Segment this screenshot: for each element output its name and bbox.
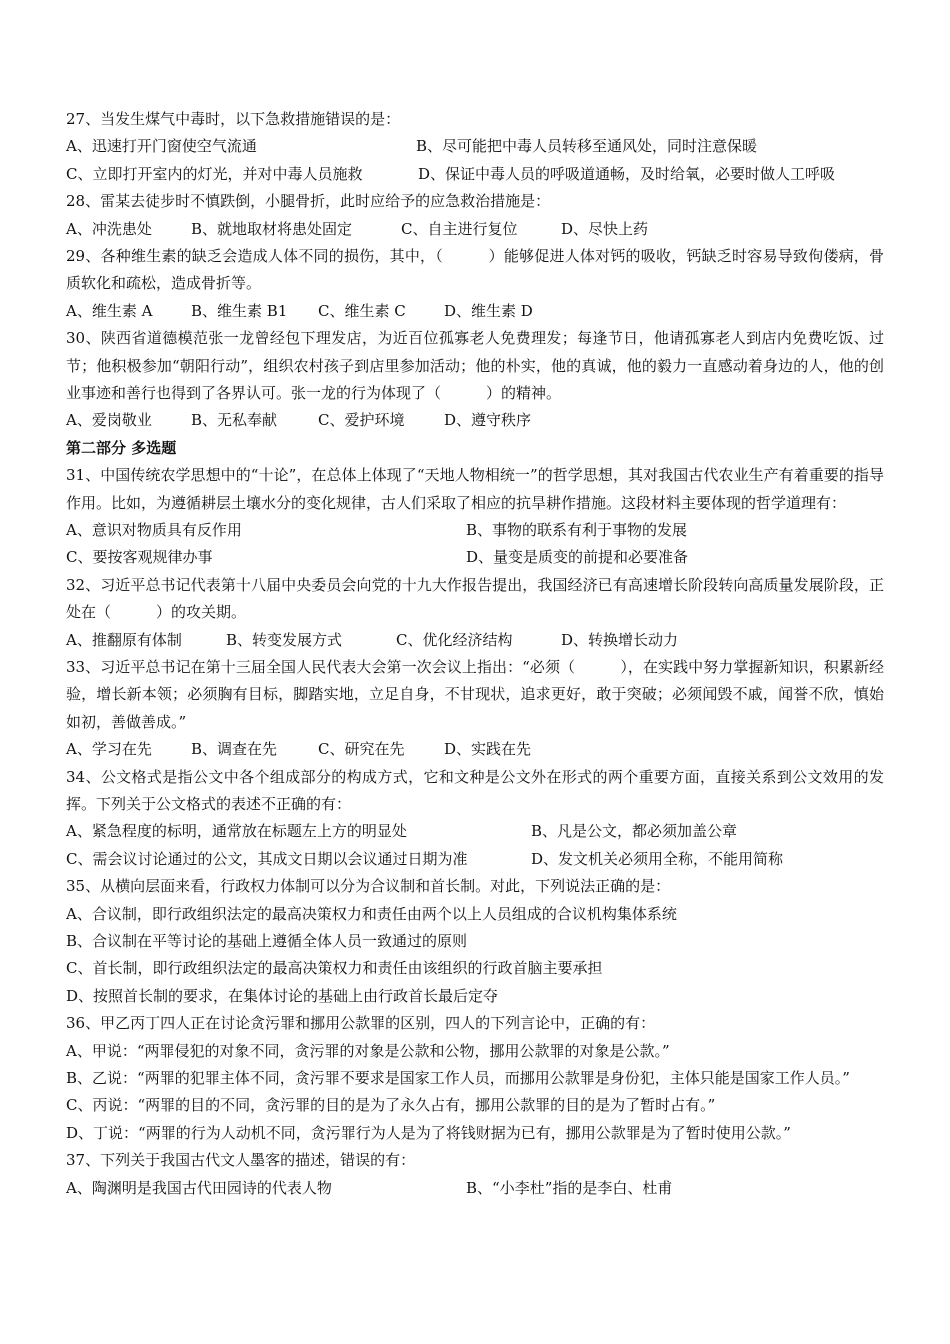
question-29-option-d: D、维生素 D <box>444 301 533 320</box>
question-36-option-b: B、乙说：“两罪的犯罪主体不同，贪污罪不要求是国家工作人员，而挪用公款罪是身份犯，主体只能是国家工作人员。” <box>66 1068 850 1087</box>
question-32-option-b: B、转变发展方式 <box>226 630 343 649</box>
question-36-option-d: D、丁说：“两罪的行为人动机不同，贪污罪行为人是为了将钱财据为已有，挪用公款罪是为了暂时使用公款。” <box>66 1123 791 1142</box>
question-32-option-d: D、转换增长动力 <box>561 630 679 649</box>
question-36-option-a: A、甲说：“两罪侵犯的对象不同，贪污罪的对象是公款和公物，挪用公款罪的对象是公款。” <box>66 1041 670 1060</box>
question-35-option-d: D、按照首长制的要求，在集体讨论的基础上由行政首长最后定夺 <box>66 986 499 1005</box>
question-36-option-c: C、丙说：“两罪的目的不同，贪污罪的目的是为了永久占有，挪用公款罪的目的是为了暂时占有。” <box>66 1096 716 1115</box>
question-27-option-a: A、迅速打开门窗使空气流通 <box>66 137 257 156</box>
question-31-options-row-1 <box>66 517 884 544</box>
question-30-option-c: C、爱护环境 <box>318 411 405 430</box>
question-27-option-c: C、立即打开室内的灯光，并对中毒人员施救 <box>66 164 363 183</box>
question-27-option-b: B、尽可能把中毒人员转移至通风处，同时注意保暖 <box>416 137 758 156</box>
question-33-stem: 33、习近平总书记在第十三届全国人民代表大会第一次会议上指出：“必须（ ），在实践中努力掌握新知识，积累新经验，增长新本领；必须胸有目标，脚踏实地，立足自身，不甘现状，追求更好，敢于突破；必须闻毁不戚，闻誉不欣，慎始如初，善做善成。” <box>66 657 884 731</box>
question-30-stem: 30、陕西省道德模范张一龙曾经包下理发店，为近百位孤寡老人免费理发；每逢节日，他请孤寡老人到店内免费吃饭、过节；他积极参加“朝阳行动”，组织农村孩子到店里参加活动；他的朴实，他的真诚，他的毅力一直感动着身边的人，他的创业事迹和善行也得到了各界认可。张一龙的行为体现了（ ）的精神。 <box>66 329 884 402</box>
question-34-options-row-2 <box>66 846 884 873</box>
question-29-option-b: B、维生素 B1 <box>191 301 288 320</box>
question-27-stem: 27、当发生煤气中毒时，以下急救措施错误的是： <box>66 110 401 128</box>
question-28-stem: 28、雷某去徒步时不慎跌倒，小腿骨折，此时应给予的应急救治措施是： <box>66 192 551 211</box>
question-27-options-row-1 <box>66 133 884 160</box>
question-31-options-row-2 <box>66 544 884 571</box>
question-29-stem: 29、各种维生素的缺乏会造成人体不同的损伤，其中，（ ）能够促进人体对钙的吸收，钙缺乏时容易导致佝偻病，骨质软化和疏松，造成骨折等。 <box>66 246 884 293</box>
question-34-options-row-1 <box>66 818 884 845</box>
question-31-option-c: C、要按客观规律办事 <box>66 548 213 567</box>
question-28-options <box>66 216 884 243</box>
question-30-option-d: D、遵守秩序 <box>444 411 532 430</box>
question-30-option-b: B、无私奉献 <box>191 411 278 430</box>
question-34-option-a: A、紧急程度的标明，通常放在标题左上方的明显处 <box>66 822 407 841</box>
question-35-stem: 35、从横向层面来看，行政权力体制可以分为合议制和首长制。对此，下列说法正确的是： <box>66 877 671 896</box>
question-29-option-c: C、维生素 C <box>318 301 406 320</box>
question-36-stem: 36、甲乙丙丁四人正在讨论贪污罪和挪用公款罪的区别，四人的下列言论中，正确的有： <box>66 1014 656 1033</box>
question-33-option-b: B、调查在先 <box>191 740 278 759</box>
question-35-option-a: A、合议制，即行政组织法定的最高决策权力和责任由两个以上人员组成的合议机构集体系统 <box>66 904 677 923</box>
question-33-options <box>66 736 884 763</box>
question-33-option-d: D、实践在先 <box>444 740 532 759</box>
question-37-option-b: B、“小李杜”指的是李白、杜甫 <box>466 1178 673 1197</box>
question-37-stem: 37、下列关于我国古代文人墨客的描述，错误的有： <box>66 1151 416 1170</box>
question-35-option-b: B、合议制在平等讨论的基础上遵循全体人员一致通过的原则 <box>66 931 468 950</box>
question-32-stem: 32、习近平总书记代表第十八届中央委员会向党的十九大作报告提出，我国经济已有高速增长阶段转向高质量发展阶段，正处在（ ）的攻关期。 <box>66 575 884 622</box>
question-35-option-c: C、首长制，即行政组织法定的最高决策权力和责任由该组织的行政首脑主要承担 <box>66 959 603 978</box>
question-37-option-a: A、陶渊明是我国古代田园诗的代表人物 <box>66 1178 332 1197</box>
section-heading-multiple-choice: 第二部分 多选题 <box>66 438 177 457</box>
question-32-option-c: C、优化经济结构 <box>396 630 513 649</box>
question-31-option-a: A、意识对物质具有反作用 <box>66 520 242 539</box>
question-33-option-a: A、学习在先 <box>66 740 152 759</box>
question-29-option-a: A、维生素 A <box>66 301 153 320</box>
question-34-option-d: D、发文机关必须用全称，不能用简称 <box>531 849 784 868</box>
question-37-options-row-1 <box>66 1175 884 1202</box>
question-28-option-c: C、自主进行复位 <box>401 219 518 238</box>
question-34-stem: 34、公文格式是指公文中各个组成部分的构成方式，它和文种是公文外在形式的两个重要方面，直接关系到公文效用的发挥。下列关于公文格式的表述不正确的有： <box>66 767 884 813</box>
question-28-option-d: D、尽快上药 <box>561 219 649 238</box>
question-31-option-d: D、量变是质变的前提和必要准备 <box>466 548 689 567</box>
question-32-option-a: A、推翻原有体制 <box>66 630 182 649</box>
question-33-option-c: C、研究在先 <box>318 740 405 759</box>
question-30-options <box>66 407 884 434</box>
question-27-options-row-2 <box>66 161 884 188</box>
question-27-option-d: D、保证中毒人员的呼吸道通畅，及时给氧，必要时做人工呼吸 <box>418 164 836 183</box>
question-28-option-b: B、就地取材将患处固定 <box>191 219 353 238</box>
question-32-options <box>66 627 884 654</box>
question-30-option-a: A、爱岗敬业 <box>66 411 152 430</box>
question-34-option-b: B、凡是公文，都必须加盖公章 <box>531 822 738 841</box>
question-31-option-b: B、事物的联系有利于事物的发展 <box>466 520 688 539</box>
exam-page <box>66 106 884 1202</box>
question-29-options <box>66 298 884 325</box>
question-31-stem: 31、中国传统农学思想中的“十论”，在总体上体现了“天地人物相统一”的哲学思想，其对我国古代农业生产有着重要的指导作用。比如，为遵循耕层土壤水分的变化规律，古人们采取了相应的抗旱耕作措施。这段材料主要体现的哲学道理有： <box>66 466 884 512</box>
question-34-option-c: C、需会议讨论通过的公文，其成文日期以会议通过日期为准 <box>66 849 468 868</box>
question-28-option-a: A、冲洗患处 <box>66 219 152 238</box>
